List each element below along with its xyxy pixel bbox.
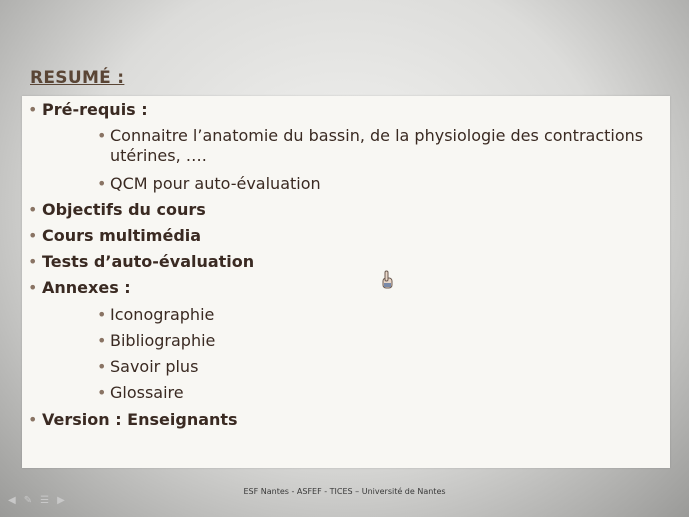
bullet-text: Glossaire [110, 383, 184, 402]
bullet-text: Savoir plus [110, 357, 199, 376]
content-box [22, 96, 670, 468]
bullet-dot: • [97, 331, 107, 350]
bullet-dot: • [97, 305, 107, 324]
bullet-text: Annexes : [42, 278, 131, 297]
bullet-text: Version : Enseignants [42, 410, 238, 429]
bullet-text: Objectifs du cours [42, 200, 206, 219]
bullet-text: Iconographie [110, 305, 215, 324]
bullet-text: Cours multimédia [42, 226, 202, 245]
bullet-dot: • [28, 252, 38, 271]
bullet-dot: • [28, 278, 38, 297]
slide-title: RESUMÉ : [30, 68, 125, 88]
bullet-dot: • [97, 357, 107, 376]
hand-cursor-icon [380, 270, 394, 290]
bullet-dot: • [28, 100, 38, 119]
slide-footer: ESF Nantes - ASFEF - TICES – Université de Nantes [243, 487, 446, 496]
bullet-dot: • [28, 226, 38, 245]
bullet-dot: • [28, 410, 38, 429]
bullet-dot: • [28, 200, 38, 219]
bullet-dot: • [97, 174, 107, 193]
prev-arrow-icon[interactable]: ◀ [8, 495, 16, 506]
bullet-text: Tests d’auto-évaluation [42, 252, 255, 271]
bullet-dot: • [97, 383, 107, 402]
bullet-dot: • [97, 126, 107, 145]
bullet-text: QCM pour auto-évaluation [110, 174, 321, 193]
next-arrow-icon[interactable]: ▶ [57, 495, 65, 506]
bullet-text: Connaitre l’anatomie du bassin, de la physiologie des contractions utérines, …. [110, 126, 644, 165]
pen-icon[interactable]: ✎ [23, 495, 33, 506]
bullet-text: Pré-requis : [42, 100, 148, 119]
slideshow-nav [8, 495, 65, 506]
bullet-text: Bibliographie [110, 331, 216, 350]
menu-icon[interactable]: ☰ [40, 495, 50, 506]
